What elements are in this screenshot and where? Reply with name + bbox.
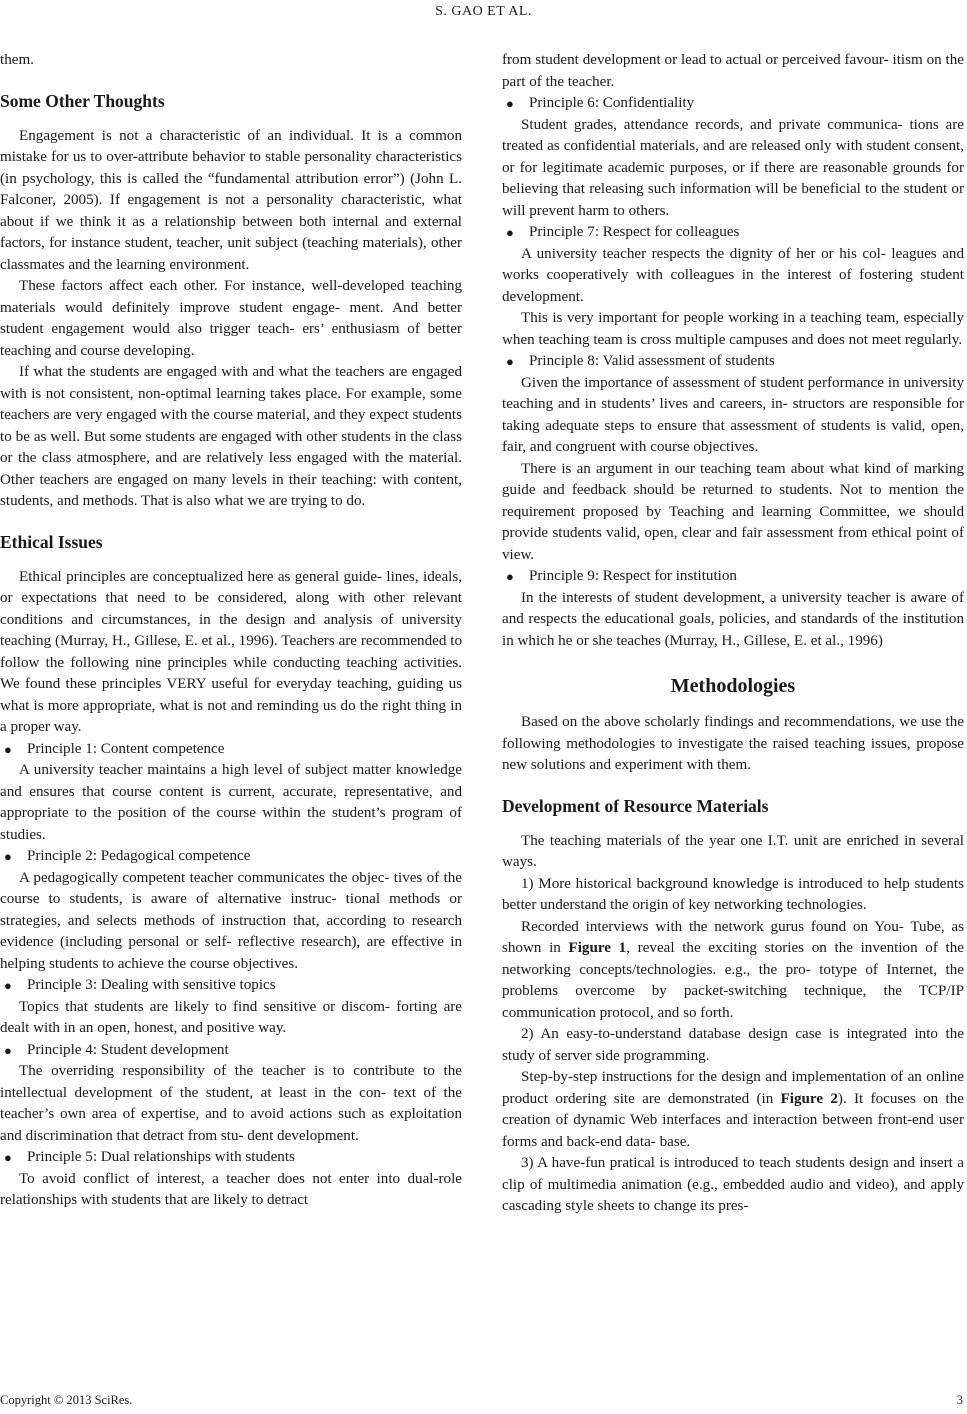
bullet-icon: ●: [4, 1042, 12, 1058]
principle-bullet: [0, 975, 462, 997]
bullet-icon: ●: [506, 569, 514, 584]
principle-bullet: [0, 846, 462, 868]
paragraph: 2) An easy-to-understand database design case is integrated into the study of server side programming.: [502, 1026, 964, 1064]
paragraph: To avoid conflict of interest, a teacher does not enter into dual-role relationships with students that are likely to detract: [0, 1170, 462, 1208]
principle-bullet: [502, 93, 964, 115]
text-run: Step-by-step instructions for the design and implementation of an online product ordering site are demonstrated (in: [502, 1069, 964, 1107]
bullet-icon: ●: [4, 1150, 12, 1165]
principle-bullet: [0, 739, 462, 761]
paragraph: This is very important for people working in a teaching team, especially when teaching team is cross multiple campuses and does not meet regularly.: [502, 310, 964, 348]
bullet-icon: ●: [4, 978, 12, 993]
paragraph: The teaching materials of the year one I.T. unit are enriched in several ways.: [502, 832, 964, 870]
bullet-icon: ●: [506, 96, 514, 111]
paragraph: Given the importance of assessment of student performance in university teaching and in students’ lives and careers, in- structors are responsible for taking adequate steps to ensure that assessment of students is valid, open, fair, and congruent with course objectives.: [502, 374, 964, 455]
paragraph: These factors affect each other. For instance, well-developed teaching materials would definitely improve student engage- ment. And better student engagement would also trigger teach- ers’ enthusiasm of better teaching and course developing.: [0, 278, 462, 359]
principle-bullet: [502, 566, 964, 588]
bullet-label: Principle 2: Pedagogical competence: [27, 848, 251, 864]
bullet-label: Principle 4: Student development: [27, 1041, 229, 1058]
bullet-label: Principle 6: Confidentiality: [529, 95, 695, 111]
section-heading-ethical-issues: Ethical Issues: [0, 531, 103, 552]
section-heading-some-other-thoughts: Some Other Thoughts: [0, 90, 165, 111]
paragraph: 3) A have-fun pratical is introduced to teach students design and insert a clip of multimedia animation (e.g., embedded audio and video), and apply cascading style sheets to change its pres-: [502, 1155, 964, 1214]
principle-bullet: [0, 1040, 462, 1062]
paragraph: [502, 917, 964, 1025]
text-run: Recorded interviews with the network gurus found on You- Tube, as shown in: [502, 918, 964, 956]
figure-reference-link[interactable]: Figure 1: [568, 940, 627, 956]
paragraph: Ethical principles are conceptualized here as general guide- lines, ideals, or expectations that need to be considered, along with other relevant conditions and circumstances, in the design and analysis of university teaching (Murray, H., Gillese, E. et al., 1996). Teachers are recommended to follow the following nine principles while conducting teaching activities. We found these principles VERY useful for everyday teaching, guiding us what is more appropriate, what is not and reminding us do the right thing in a proper way.: [0, 568, 462, 735]
paragraph: Based on the above scholarly findings and recommendations, we use the following methodologies to investigate the raised teaching issues, propose new solutions and experiment with them.: [502, 714, 964, 773]
bullet-icon: ●: [4, 741, 12, 757]
principle-bullet: [502, 351, 964, 373]
paragraph: In the interests of student development, a university teacher is aware of and respects the educational goals, policies, and standards of the institution in which he or she teaches (Murray, H., Gillese, E. et al., 1996): [502, 589, 964, 649]
right-column: [502, 50, 964, 1218]
text-run: , reveal the exciting stories on the invention of the networking concepts/technologies. e.g., the pro- totype of Internet, the problems overcome by packet-switching technique, the TCP/IP communication protocol, and so forth.: [502, 940, 964, 1021]
bullet-icon: ●: [4, 849, 12, 864]
paragraph: There is an argument in our teaching team about what kind of marking guide and feedback should be returned to students. Not to mention the requirement proposed by Teaching and learning Committee, we should provide students valid, open, clear and fair assessment from ethical point of view.: [502, 460, 964, 563]
bullet-label: Principle 1: Content competence: [27, 740, 225, 757]
paragraph: 1) More historical background knowledge is introduced to help students better understand the origin of key networking technologies.: [502, 875, 964, 913]
section-heading-methodologies: Methodologies: [670, 675, 796, 697]
paragraph: from student development or lead to actual or perceived favour- itism on the part of the teacher.: [502, 52, 964, 90]
paragraph: Student grades, attendance records, and private communica- tions are treated as confidential materials, and are released only with student consent, or for legitimate academic purposes, or if there are reasonable grounds for believing that releasing such information will be beneficial to the student or will prevent harm to others.: [502, 116, 964, 219]
paragraph: A university teacher maintains a high level of subject matter knowledge and ensures that course content is current, accurate, representative, and appropriate to the position of the course within the student’s program of studies.: [0, 762, 462, 843]
bullet-label: Principle 3: Dealing with sensitive topics: [27, 977, 276, 993]
section-heading-development: Development of Resource Materials: [502, 795, 769, 816]
principle-bullet: [0, 1147, 462, 1169]
paragraph: A pedagogically competent teacher communicates the objec- tives of the course to students, is aware of alternative instruc- tional methods or strategies, and selects methods of instruction that, according to research evidence (including personal or self- reflective research), are effective in helping students to achieve the course objectives.: [0, 869, 462, 972]
paragraph: A university teacher respects the dignity of her or his col- leagues and works cooperatively with colleagues in the interest of fostering student development.: [502, 245, 964, 305]
principle-bullet: [502, 222, 964, 244]
running-head: S. GAO ET AL.: [435, 4, 532, 19]
text-run: ). It focuses on the creation of dynamic Web interfaces and interaction between front-end user forms and back-end data- base.: [502, 1090, 964, 1150]
left-column: [0, 50, 462, 1212]
paragraph: them.: [0, 52, 34, 68]
bullet-label: Principle 9: Respect for institution: [529, 568, 737, 584]
bullet-icon: ●: [506, 354, 514, 369]
bullet-label: Principle 5: Dual relationships with students: [27, 1149, 295, 1165]
paragraph: If what the students are engaged with and what the teachers are engaged with is not consistent, non-optimal learning takes place. For example, some teachers are very engaged with the course material, and they expect students to be as well. But some students are engaged with other students in the class or the class atmosphere, and are relatively less engaged with the material. Other teachers are engaged on many levels in their teaching: with content, students, and methods. That is also what we are trying to do.: [0, 364, 462, 509]
bullet-label: Principle 7: Respect for colleagues: [529, 224, 740, 240]
paragraph: [502, 1067, 964, 1153]
bullet-icon: ●: [506, 225, 514, 240]
copyright-footer: Copyright © 2013 SciRes.: [0, 1393, 133, 1407]
paragraph: Topics that students are likely to find sensitive or discom- forting are dealt with in an open, honest, and positive way.: [0, 998, 462, 1036]
paragraph: Engagement is not a characteristic of an individual. It is a common mistake for us to over-attribute behavior to stable personality characteristics (in psychology, this is called the “fundamental attribution error”) (John L. Falconer, 2005). If engagement is not a personality characteristic, what about if we think it as a relationship between both internal and external factors, for instance student, teacher, unit subject (teaching materials), other classmates and the learning environment.: [0, 127, 462, 273]
page-number: 3: [956, 1393, 963, 1407]
bullet-label: Principle 8: Valid assessment of students: [529, 353, 775, 369]
figure-reference-link[interactable]: Figure 2: [780, 1090, 838, 1107]
paragraph: The overriding responsibility of the teacher is to contribute to the intellectual development of the student, at least in the con- text of the teacher’s own area of expertise, and to avoid actions such as exploitation and discrimination that detract from stu- dent development.: [0, 1063, 462, 1144]
